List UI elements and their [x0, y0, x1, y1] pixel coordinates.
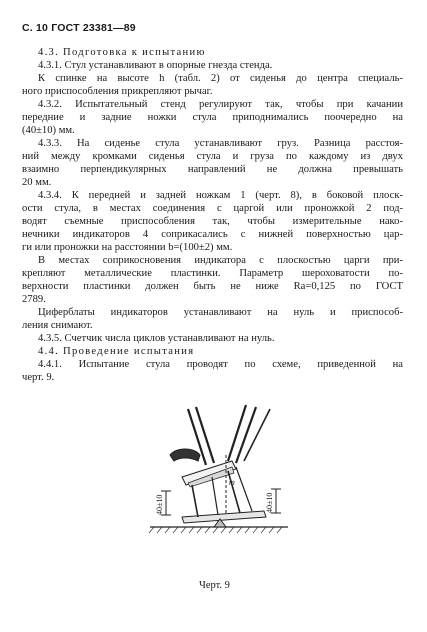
lever-attachment [170, 449, 200, 461]
paragraph-4-3-2-line-1: 4.3.2. Испытательный стенд регулируют так, чтобы при качании [38, 99, 403, 110]
paragraph-4-3-5: 4.3.5. Счетчик числа циклов устанавливают на нуль. [38, 333, 275, 344]
dimension-right-label: 40±10 [265, 492, 274, 513]
paragraph-4-4-1-line-2: черт. 9. [22, 372, 55, 383]
paragraph-4-3-3-line-1: 4.3.3. На сиденье стула устанавливают груз. Разница расстоя- [38, 138, 403, 149]
page-header: С. 10 ГОСТ 23381—89 [22, 22, 136, 34]
paragraph-4-3-4-line-1: 4.3.4. К передней и задней ножкам 1 (черт. 8), в боковой плоск- [38, 190, 403, 201]
chair-back-position-2 [228, 405, 246, 461]
paragraph-4-3-3-line-3: взаимно перпендикулярных направлений не должна превышать [22, 164, 403, 175]
paragraph-4-3-4-line-3: водят съемные приспособления так, чтобы измерительные нако- [22, 216, 403, 227]
load-label: m [229, 478, 235, 487]
paragraph-4-4-1-line-1: 4.4.1. Испытание стула проводят по схеме, приведенной на [38, 359, 403, 370]
paragraph-plates-line-4: 2789. [22, 294, 46, 305]
paragraph-4-3-3-line-2: ний между кромками сиденья стула и груза по каждому из двух [22, 151, 403, 162]
paragraph-dials-line-2: ления снимают. [22, 320, 93, 331]
paragraph-4-3-4-line-4: нечники индикаторов 4 соприкасались с нижней поверхностью цар- [22, 229, 403, 240]
paragraph-dials-line-1: Циферблаты индикаторов устанавливают на нуль и приспособ- [38, 307, 403, 318]
paragraph-4-3-4-line-5: ги или проножки на расстоянии b=(100±2) мм. [22, 242, 233, 253]
paragraph-lever-line-1: К спинке на высоте h (табл. 2) от сиденья до центра специаль- [38, 73, 403, 84]
section-4-4-heading: 4.4. Проведение испытания [38, 346, 195, 357]
paragraph-4-3-2-line-3: (40±10) мм. [22, 125, 75, 136]
figure-caption: Черт. 9 [199, 580, 230, 591]
paragraph-plates-line-3: верхности пластинки должен быть не ниже Ra=0,125 по ГОСТ [22, 281, 403, 292]
paragraph-4-3-2-line-2: передние и задние ножки стула приподнимались поочередно на [22, 112, 403, 123]
paragraph-4-3-1: 4.3.1. Стул устанавливают в опорные гнезда стенда. [38, 60, 273, 71]
paragraph-4-3-4-line-2: ости стула, в местах соединения с царгой или проножкой 2 под- [22, 203, 403, 214]
figure-9-test-scheme [140, 395, 300, 575]
paragraph-plates-line-1: В местах соприкосновения индикатора с плоскостью царги при- [38, 255, 403, 266]
paragraph-plates-line-2: крепляют металлические пластинки. Параметр шероховатости по- [22, 268, 403, 279]
dimension-left-label: 40±10 [155, 494, 164, 515]
paragraph-lever-line-2: ного приспособления прикрепляют рычаг. [22, 86, 213, 97]
section-4-3-heading: 4.3. Подготовка к испытанию [38, 47, 206, 58]
chair-leg-front [192, 485, 198, 517]
rocking-platform [182, 511, 266, 523]
ground-hatching [149, 527, 282, 533]
paragraph-4-3-3-line-4: 20 мм. [22, 177, 52, 188]
